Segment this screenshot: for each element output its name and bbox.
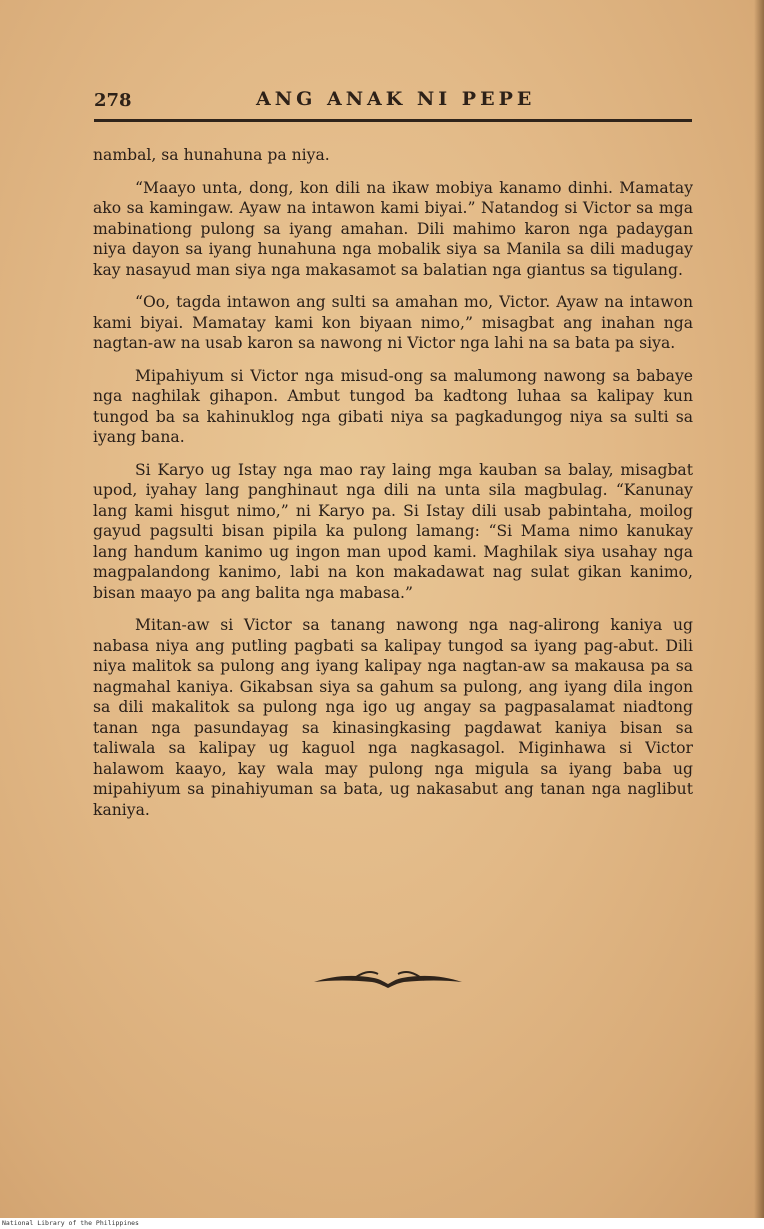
tailpiece-ornament-icon [312, 968, 464, 992]
paragraph-4: Mipahiyum si Victor nga misud-ong sa malumong nawong sa babaye nga naghilak gihapon. Ambut tungod ba kadtong luhaa sa kalipay kun tungod ba sa kahinuklog nga gibati niya sa pagkadungog niya sa sulti sa iyang bana. [93, 366, 693, 446]
paragraph-1: nambal, sa hunahuna pa niya. [93, 146, 330, 164]
page-number: 278 [94, 90, 132, 111]
body-text [93, 145, 693, 832]
paragraph-2: “Maayo unta, dong, kon dili na ikaw mobiya kanamo dinhi. Mamatay ako sa kamingaw. Ayaw na intawon kami biyai.” Natandog si Victor sa mga mabinationg pulong sa iyang amahan. Dili mahimo karon nga padaygan niya dayon sa iyang hunahuna nga mobalik siya sa Manila sa dili madugay kay nasayud man siya nga makasamot sa balatian nga giantus sa tigulang. [93, 178, 693, 279]
running-title: ANG ANAK NI PEPE [256, 88, 536, 110]
paragraph-3: “Oo, tagda intawon ang sulti sa amahan mo, Victor. Ayaw na intawon kami biyai. Mamatay kami kon biyaan nimo,” misagbat ang inahan nga nagtan-aw na usab karon sa nawong ni Victor nga lahi na sa bata pa siya. [93, 293, 693, 352]
page-header [94, 86, 692, 116]
footer-credit: National Library of the Philippines [2, 1219, 139, 1227]
header-rule [94, 119, 692, 122]
paragraph-5: Si Karyo ug Istay nga mao ray laing mga kauban sa balay, misagbat upod, iyahay lang panghinaut nga dili na unta sila magbulag. “Kanunay lang kami hisgut nimo,” ni Karyo pa. Si Istay dili usab pabintaha, moilog gayud pagsulti bisan pipila ka pulong lamang: “Si Mama nimo kanukay lang handum kanimo ug ingon man upod kami. Maghilak siya usahay nga magpalandong kanimo, labi na kon makadawat nag sulat gikan kanimo, bisan maayo pa ang balita nga mabasa.” [93, 460, 693, 602]
paragraph-6: Mitan-aw si Victor sa tanang nawong nga nag-alirong kaniya ug nabasa niya ang putling pagbati sa kalipay tungod sa iyang pag-abut. Dili niya malitok sa pulong ang iyang kalipay nga nagtan-aw sa makausa pa sa nagmahal kaniya. Gikabsan siya sa gahum sa pulong, ang iyang dila ingon sa dili makalitok sa pulong nga igo ug angay sa pagpasalamat niadtong tanan nga pasundayag sa kinasingkasing pagdawat kaniya bisan sa taliwala sa kalipay ug kaguol nga nagkasagol. Miginhawa si Victor halawom kaayo, kay wala may pulong nga migula sa iyang baba ug mipahiyum sa pinahiyuman sa bata, ug nakasabut ang tanan nga naglibut kaniya. [93, 616, 693, 819]
